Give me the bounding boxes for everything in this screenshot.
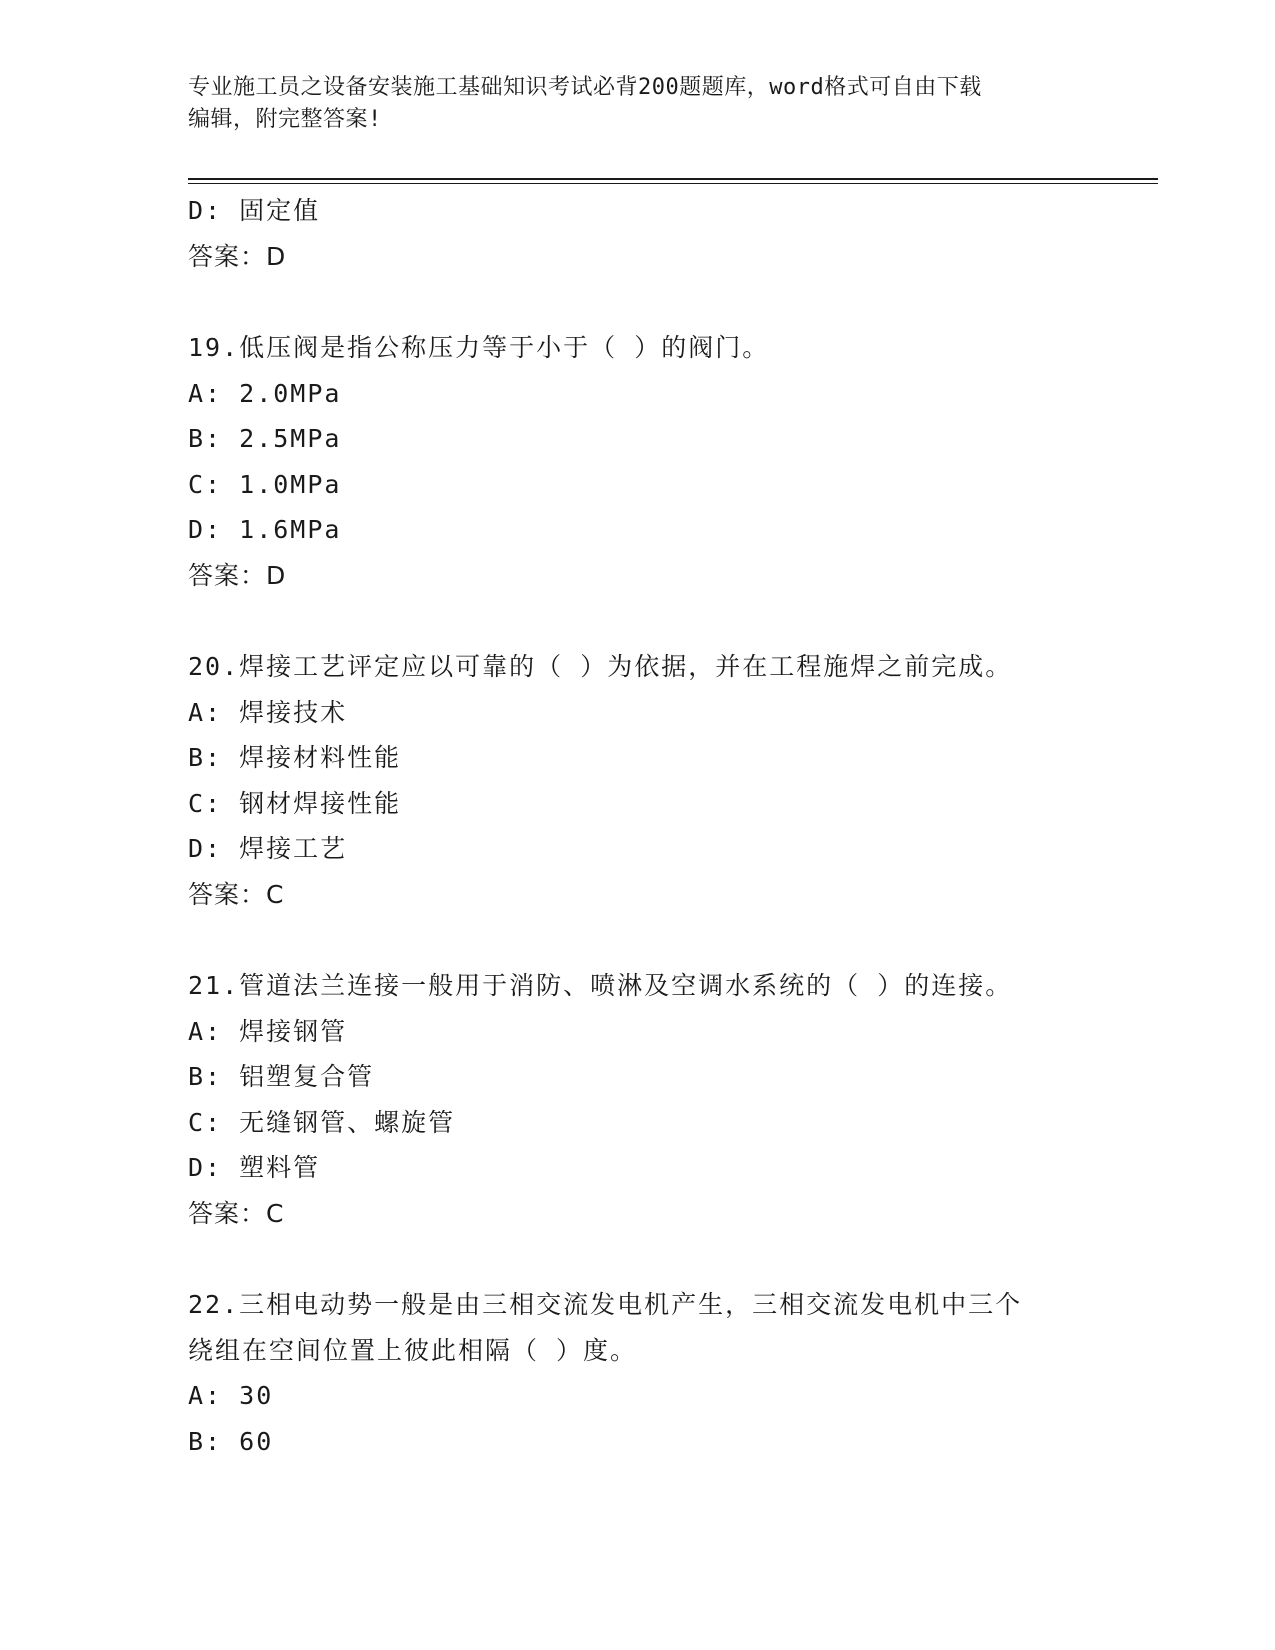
option-c: C: 钢材焊接性能 <box>188 788 402 818</box>
option-d: D: 塑料管 <box>188 1153 321 1182</box>
option-c: C: 无缝钢管、螺旋管 <box>188 1107 456 1137</box>
answer-line: 答案：C <box>188 879 285 909</box>
header-title-line-2: 编辑，附完整答案! <box>188 107 382 132</box>
header-title-line-1: 专业施工员之设备安装施工基础知识考试必背200题题库，word格式可自由下载 <box>188 75 982 100</box>
option-a: A: 30 <box>188 1381 274 1410</box>
option-a: A: 焊接钢管 <box>188 1016 348 1046</box>
question-stem: 20.焊接工艺评定应以可靠的（ ）为依据，并在工程施焊之前完成。 <box>188 652 1013 681</box>
question-spacer <box>188 598 1088 644</box>
option-d: D: 1.6MPa <box>188 515 342 544</box>
header-divider-thick <box>188 178 1158 180</box>
answer-line: 答案：D <box>188 241 287 271</box>
option-a: A: 焊接技术 <box>188 697 348 727</box>
answer-line: 答案：D <box>188 560 287 590</box>
question-spacer <box>188 1236 1088 1282</box>
option-b: B: 60 <box>188 1426 274 1456</box>
option-b: B: 2.5MPa <box>188 424 342 453</box>
question-spacer <box>188 917 1088 963</box>
question-22 <box>188 1282 1088 1464</box>
prev-question-tail <box>188 188 1088 279</box>
option-d: D: 固定值 <box>188 196 321 225</box>
question-spacer <box>188 279 1088 325</box>
question-content <box>188 188 1088 1464</box>
option-b: B: 焊接材料性能 <box>188 743 402 772</box>
question-19 <box>188 325 1088 598</box>
document-header <box>188 72 1068 136</box>
question-20 <box>188 644 1088 917</box>
option-a: A: 2.0MPa <box>188 378 342 408</box>
option-b: B: 铝塑复合管 <box>188 1062 375 1091</box>
question-stem-line-2: 绕组在空间位置上彼此相隔（ ）度。 <box>188 1335 638 1365</box>
question-stem-line-1: 22.三相电动势一般是由三相交流发电机产生，三相交流发电机中三个 <box>188 1290 1023 1319</box>
option-d: D: 焊接工艺 <box>188 834 348 863</box>
question-21 <box>188 963 1088 1236</box>
question-stem: 19.低压阀是指公称压力等于小于（ ）的阀门。 <box>188 333 770 362</box>
answer-line: 答案：C <box>188 1198 285 1228</box>
option-c: C: 1.0MPa <box>188 469 342 499</box>
header-divider-thin <box>188 183 1158 184</box>
question-stem: 21.管道法兰连接一般用于消防、喷淋及空调水系统的（ ）的连接。 <box>188 971 1013 1000</box>
